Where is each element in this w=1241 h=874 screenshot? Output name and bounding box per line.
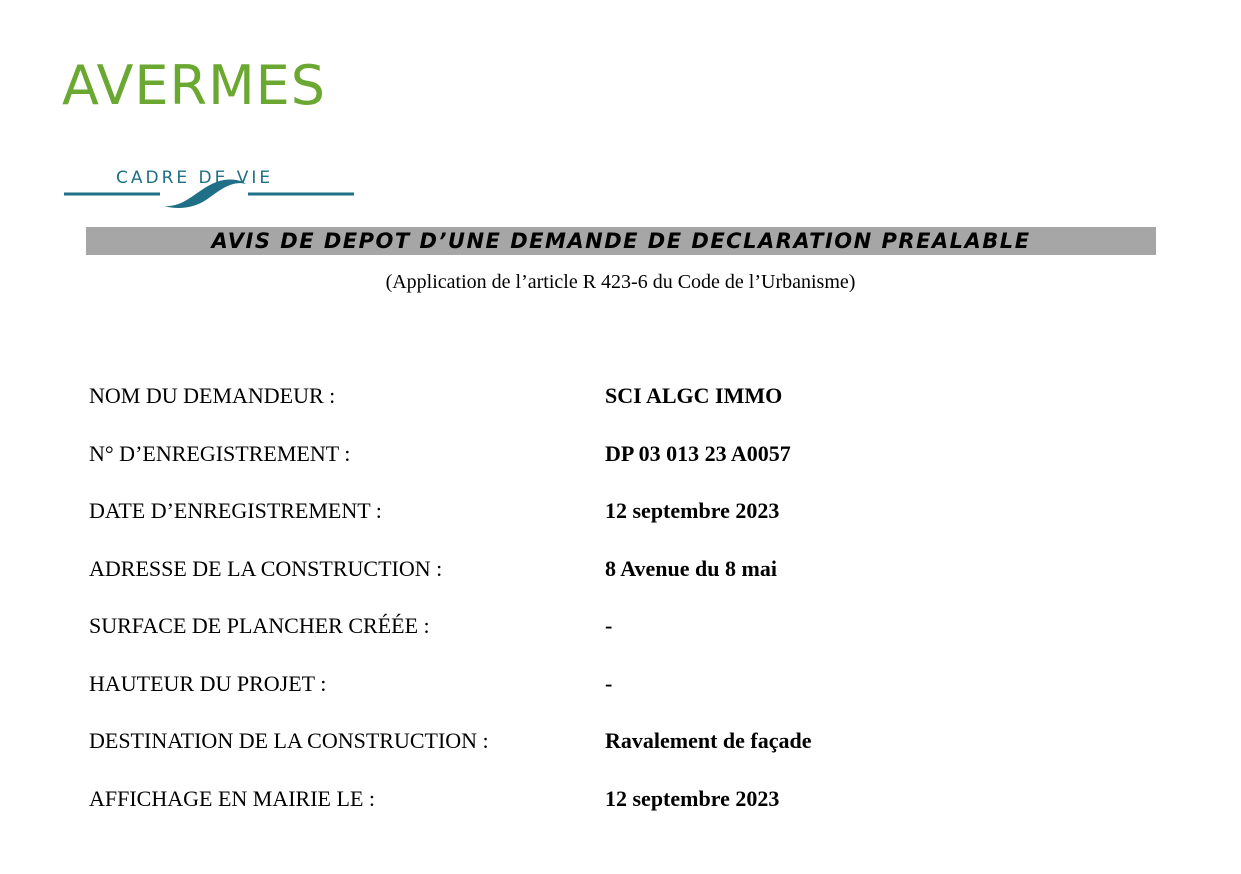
city-logo (60, 56, 360, 196)
field-label: N° D’ENREGISTREMENT : (89, 440, 351, 466)
logo-name: AVERMES (62, 54, 327, 117)
field-label: ADRESSE DE LA CONSTRUCTION : (89, 555, 443, 581)
field-construction-address (89, 554, 1149, 612)
field-value: DP 03 013 23 A0057 (605, 440, 791, 466)
field-label: DESTINATION DE LA CONSTRUCTION : (89, 728, 489, 753)
field-posting-date (89, 784, 1149, 842)
field-construction-purpose (89, 726, 1149, 784)
field-project-height (89, 669, 1149, 727)
field-value: - (605, 613, 613, 638)
field-value: 12 septembre 2023 (605, 498, 780, 523)
field-label: SURFACE DE PLANCHER CRÉÉE : (89, 613, 430, 638)
field-value: 12 septembre 2023 (605, 785, 780, 811)
field-registration-date (89, 496, 1149, 554)
field-value: - (605, 670, 613, 696)
logo-tagline: CADRE DE VIE (116, 168, 274, 188)
field-applicant-name (89, 381, 1149, 439)
field-label: HAUTEUR DU PROJET : (89, 670, 327, 696)
field-value: Ravalement de façade (605, 728, 812, 753)
document-subtitle: (Application de l’article R 423-6 du Code de l’Urbanisme) (385, 271, 856, 293)
title-bar (86, 227, 1156, 255)
field-value: 8 Avenue du 8 mai (605, 555, 777, 581)
field-label: AFFICHAGE EN MAIRIE LE : (89, 785, 375, 811)
field-floor-area (89, 611, 1149, 669)
fields-list (89, 381, 1149, 841)
document-title: AVIS DE DEPOT D’UNE DEMANDE DE DECLARATION PREALABLE (211, 229, 1031, 253)
field-label: DATE D’ENREGISTREMENT : (89, 498, 382, 523)
field-label: NOM DU DEMANDEUR : (89, 383, 336, 408)
field-registration-number (89, 439, 1149, 497)
field-value: SCI ALGC IMMO (605, 383, 783, 408)
